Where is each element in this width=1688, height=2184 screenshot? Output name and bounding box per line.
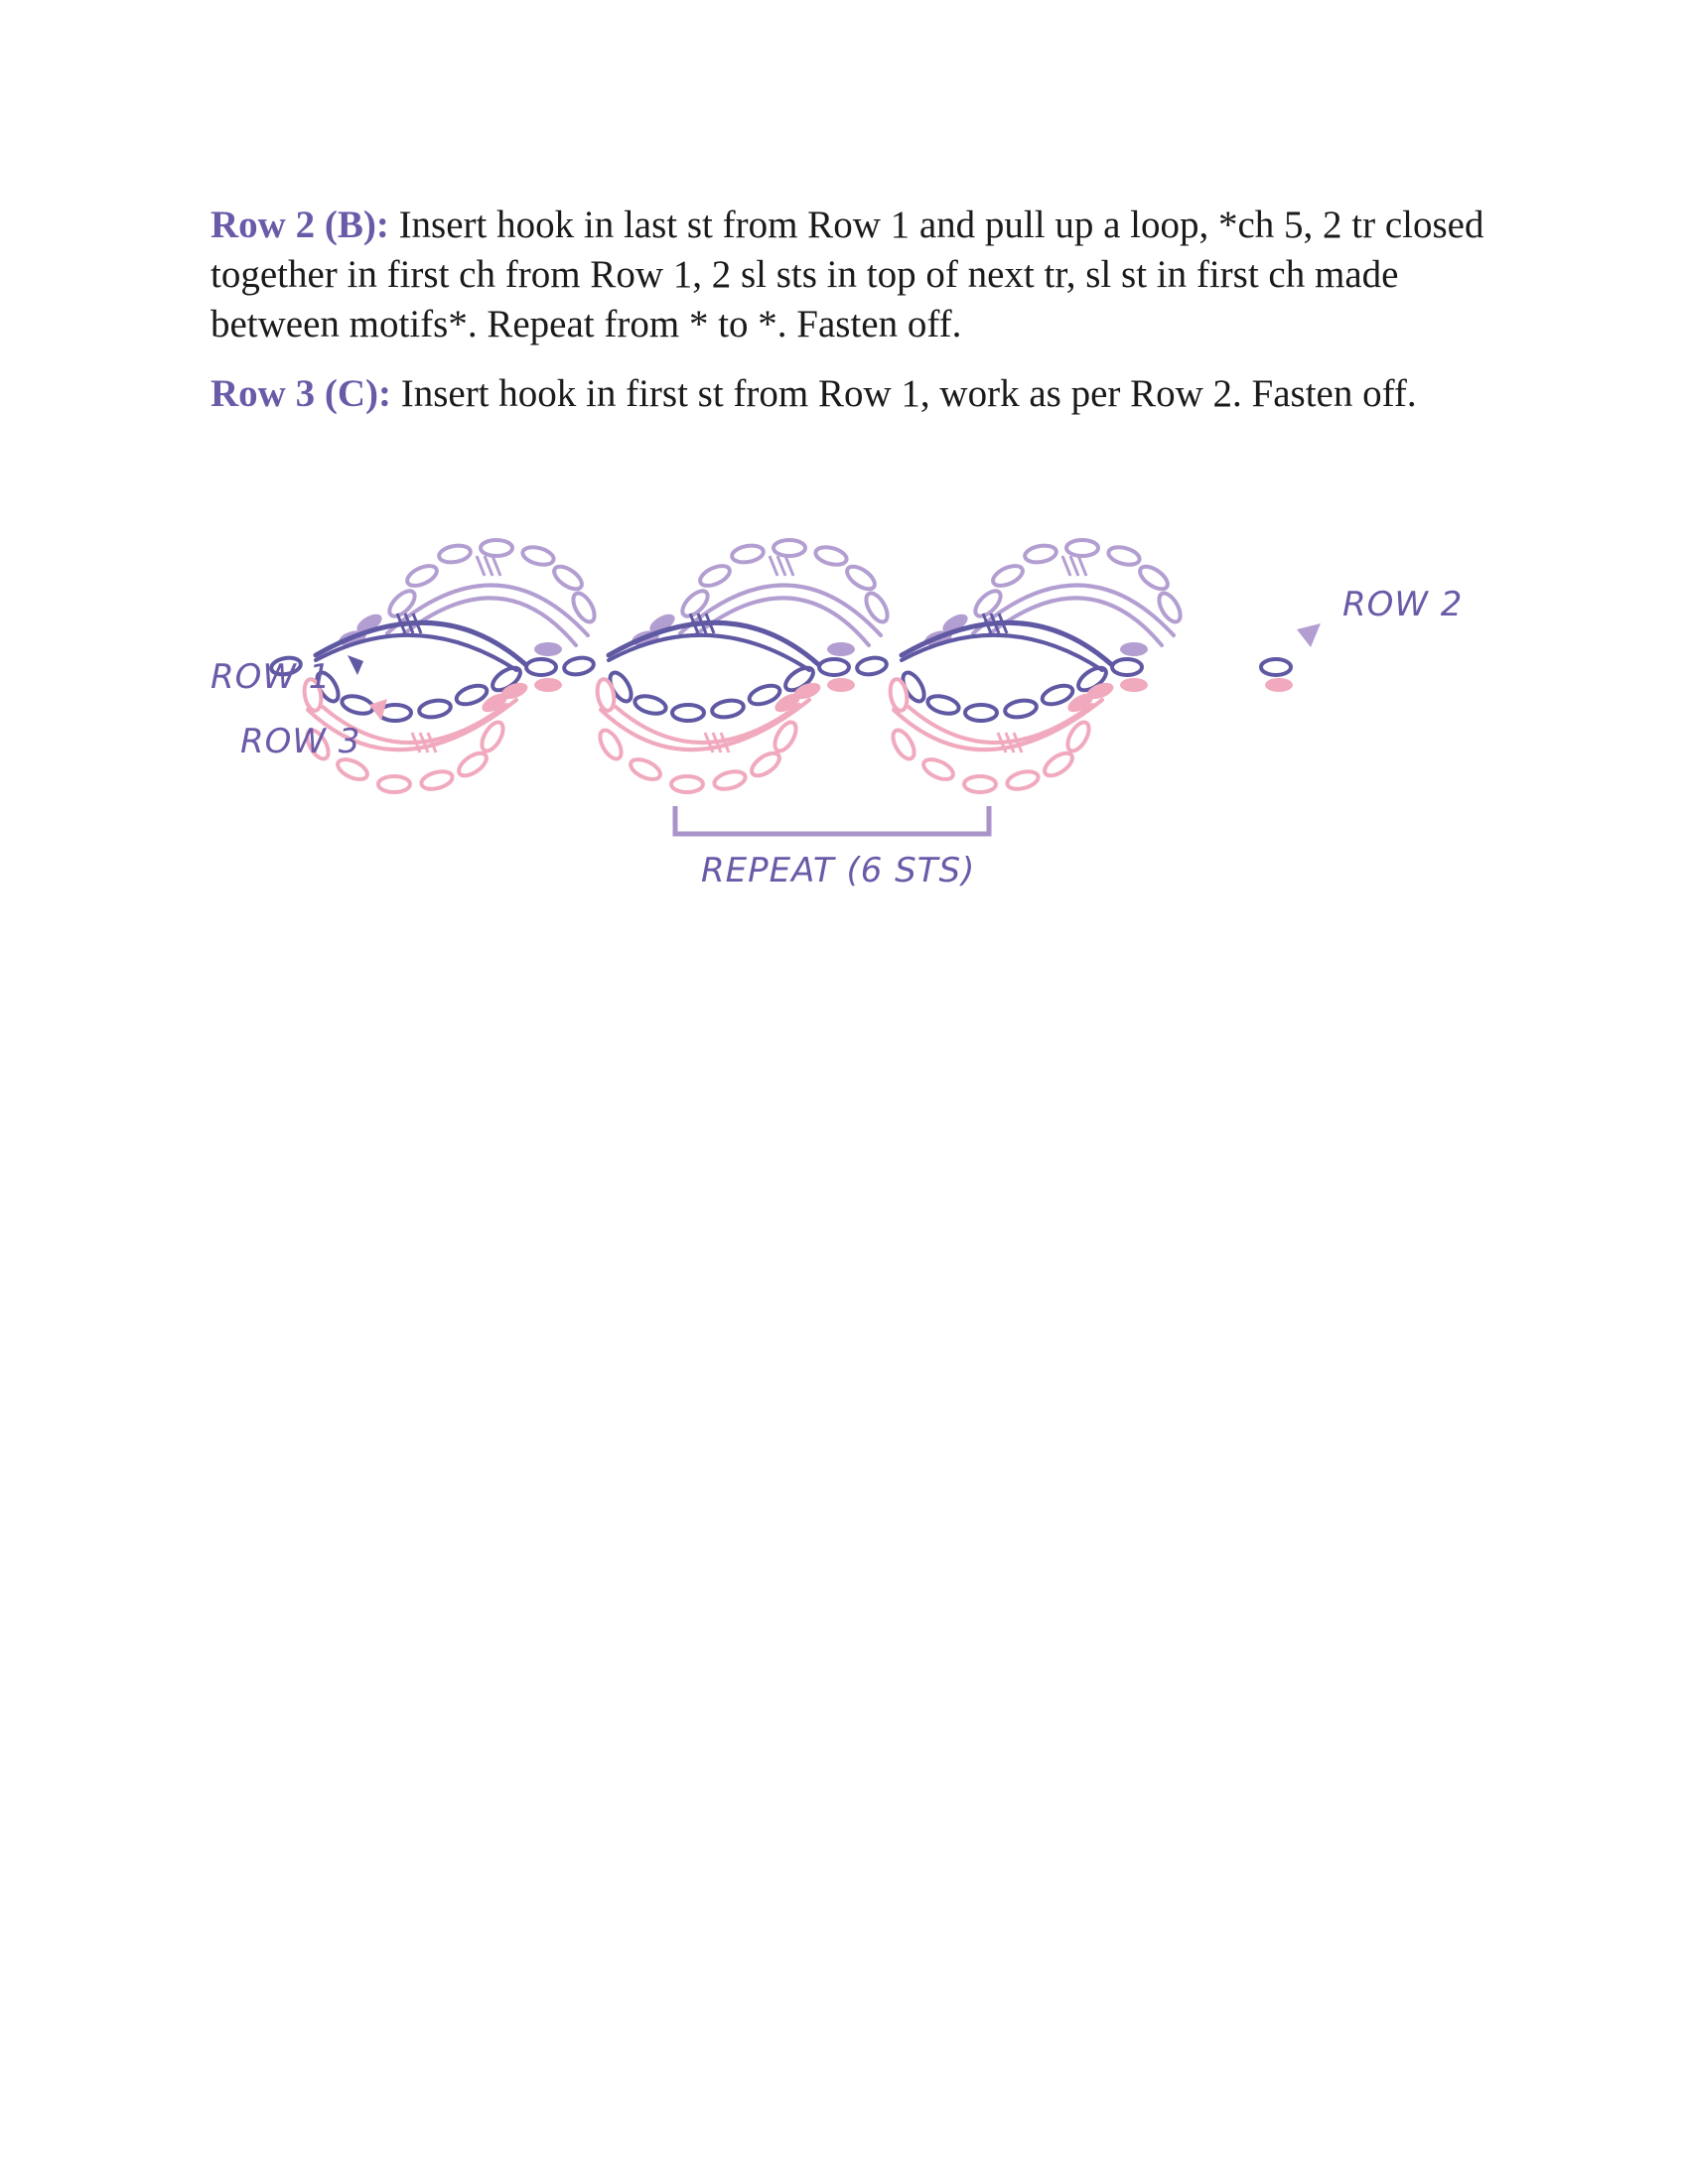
row-2-slip-stitch (827, 642, 855, 656)
row-1-chain-stitch (563, 656, 595, 677)
row-2-chain-stitch (550, 562, 585, 593)
row-2-chain-stitch (774, 540, 805, 556)
row-1-chain-stitch (819, 659, 849, 675)
crochet-stitch-diagram (199, 496, 1489, 913)
row-3-chain-stitch (712, 768, 747, 792)
row-2-chain-stitch (1136, 562, 1171, 593)
row-2-chain-stitch (1066, 540, 1098, 556)
row-3-diagram-label: ROW 3 (240, 722, 361, 761)
row-1-chain-stitch (711, 698, 745, 719)
row-2-chain-stitch (990, 562, 1026, 590)
row-1-arrow-icon (348, 655, 363, 675)
row-1-chain-stitch (1261, 659, 1291, 675)
row-2-diagram-label: ROW 2 (1342, 585, 1464, 624)
row-2-treble-mark (777, 556, 785, 576)
row-1-chain-stitch (633, 693, 667, 717)
row-2-label: Row 2 (B): (211, 204, 389, 246)
row-2-chain-stitch (1024, 543, 1057, 564)
row-3-chain-stitch (1005, 768, 1040, 792)
row-2-chain-stitch (697, 562, 733, 590)
row-3-instruction (211, 369, 1501, 419)
row-2-chain-stitch (438, 543, 472, 564)
row-3-slip-stitch (1265, 678, 1293, 692)
diagram-motifs (270, 540, 1293, 792)
row-2-chain-stitch (404, 562, 440, 590)
row-2-treble-mark (1062, 556, 1070, 576)
row-2-treble-mark (485, 556, 492, 576)
row-3-chain-stitch (671, 776, 703, 792)
row-1-label: ROW 1 (211, 657, 332, 697)
row-3-chain-stitch (596, 727, 626, 762)
row-2-chain-stitch (520, 544, 555, 568)
row-3-slip-stitch (534, 678, 562, 692)
row-3-chain-stitch (378, 776, 410, 792)
row-1-chain-stitch (1004, 698, 1038, 719)
row-2-chain-stitch (731, 543, 765, 564)
row-3-slip-stitch (827, 678, 855, 692)
row-2-treble-mark (785, 556, 793, 576)
row-2-text: Insert hook in last st from Row 1 and pull up a loop, *ch 5, 2 tr closed together in first ch from Row 1, 2 sl sts in top of next tr, sl st in first ch made between motifs*. Repeat from * to *. Fasten off. (211, 204, 1484, 345)
repeat-bracket (675, 806, 989, 834)
row-3-label: Row 3 (C): (211, 372, 391, 415)
row-3-chain-stitch (628, 755, 663, 783)
row-2-chain-stitch (843, 562, 878, 593)
row-2-treble-mark (477, 556, 485, 576)
row-1-chain-stitch (965, 705, 997, 721)
row-3-chain-stitch (1041, 749, 1075, 779)
repeat-label: REPEAT (6 STS) (701, 851, 976, 890)
row-3-chain-stitch (419, 768, 454, 792)
row-1-chain-stitch (526, 659, 556, 675)
row-1-chain-stitch (1112, 659, 1142, 675)
row-2-chain-stitch (481, 540, 512, 556)
row-3-chain-stitch (920, 755, 956, 783)
row-2-chain-stitch (813, 544, 848, 568)
row-3-text: Insert hook in first st from Row 1, work as per Row 2. Fasten off. (390, 372, 1417, 415)
row-2-treble-mark (492, 556, 500, 576)
row-3-chain-stitch (595, 678, 616, 712)
row-3-chain-stitch (889, 727, 918, 762)
row-2-chain-stitch (1106, 544, 1141, 568)
row-2-treble-mark (1078, 556, 1086, 576)
row-2-treble-mark (770, 556, 777, 576)
row-2-treble-mark (1070, 556, 1078, 576)
row-1-chain-stitch (418, 698, 452, 719)
row-1-chain-stitch (672, 705, 704, 721)
row-3-chain-stitch (964, 776, 996, 792)
row-2-instruction (211, 201, 1501, 349)
row-3-slip-stitch (1120, 678, 1148, 692)
row-3-chain-stitch (748, 749, 782, 779)
row-3-chain-stitch (455, 749, 490, 779)
row-2-slip-stitch (1120, 642, 1148, 656)
row-1-chain-stitch (925, 693, 960, 717)
row-1-chain-stitch (856, 656, 888, 677)
row-2-slip-stitch (534, 642, 562, 656)
row-3-chain-stitch (888, 678, 909, 712)
row-2-arrow-icon (1297, 623, 1321, 647)
